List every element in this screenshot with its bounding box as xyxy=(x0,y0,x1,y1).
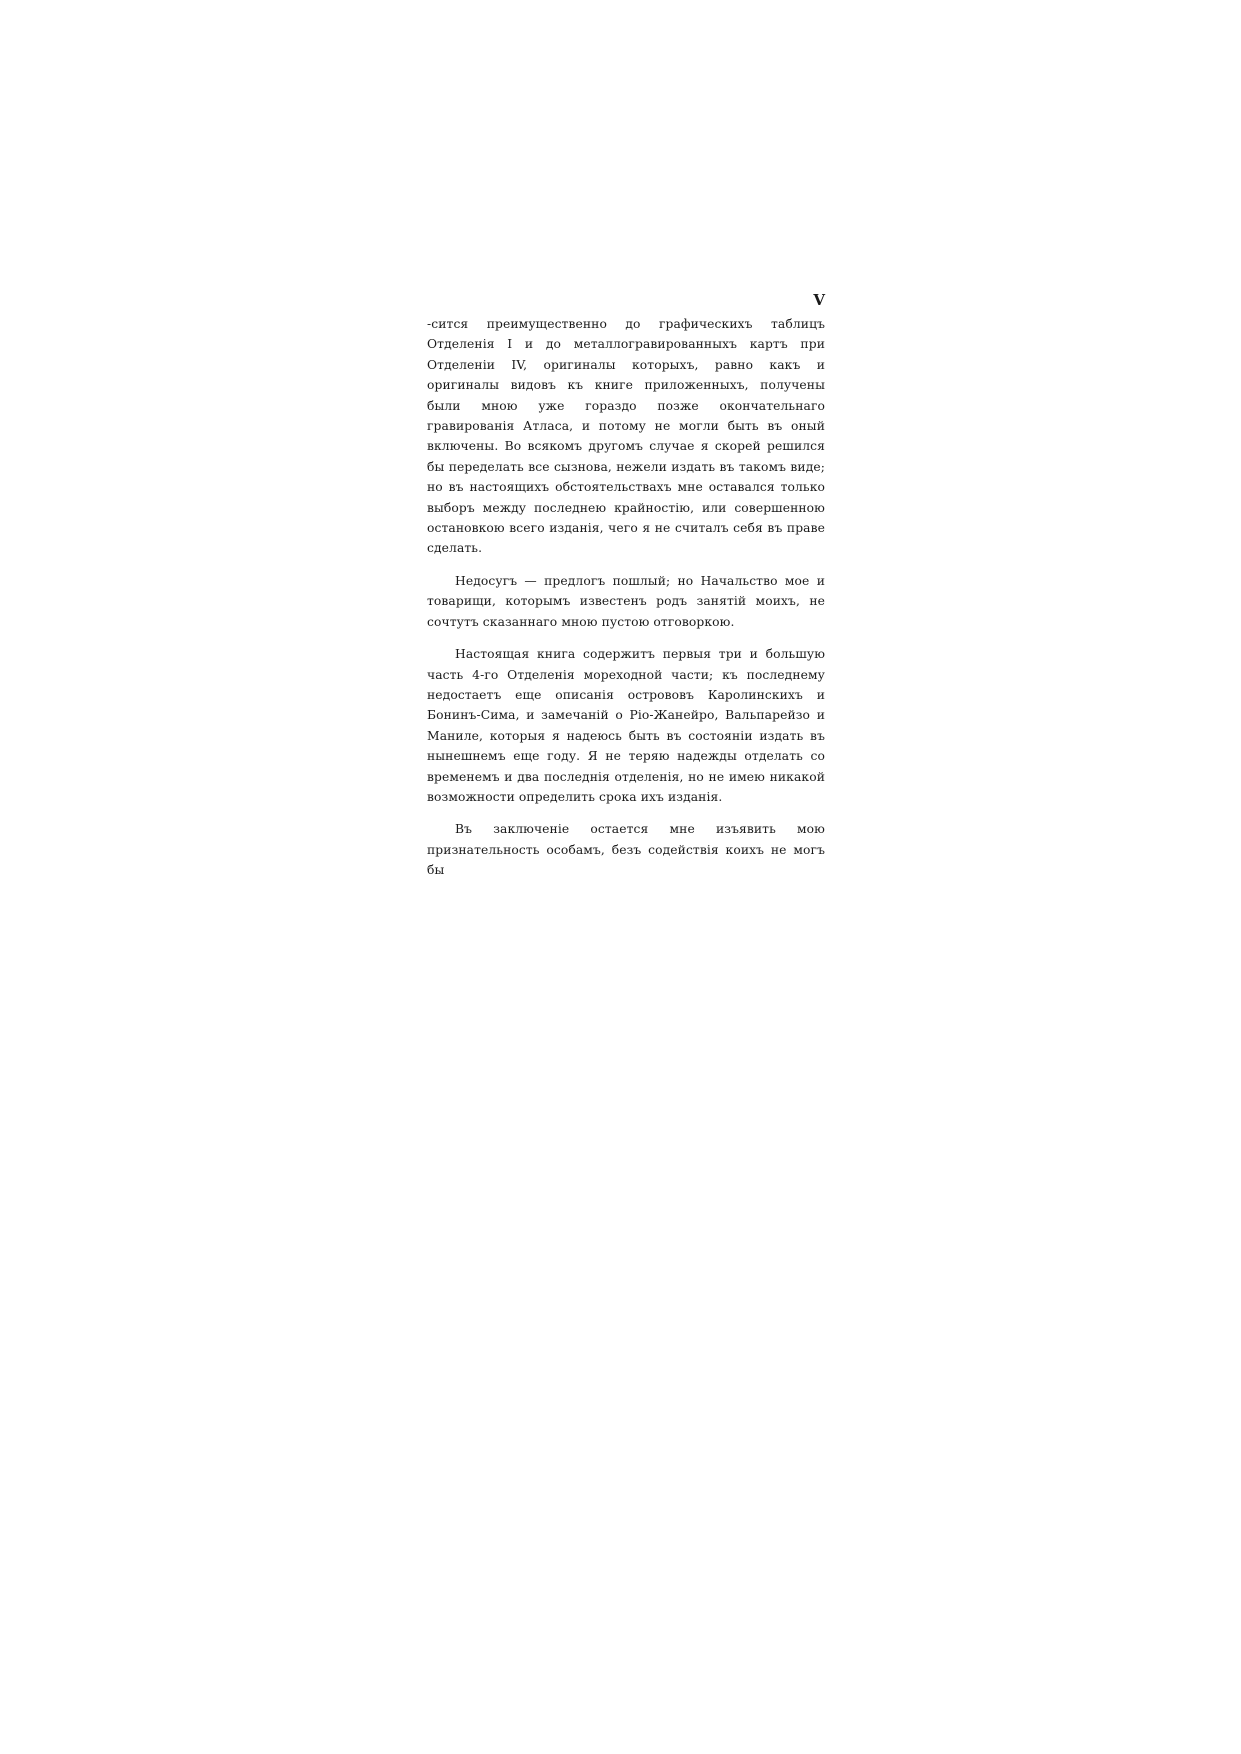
text-block xyxy=(427,314,825,893)
paragraph: Настоящая книга содержитъ первыя три и большую часть 4-го Отделенія мореходной части; къ последнему недостаетъ еще описанія острововъ Каролинскихъ и Бонинъ-Сима, и замечаній о Ріо-Жанейро, Вальпарейзо и Маниле, которыя я надеюсь быть въ состояніи издать въ нынешнемъ еще году. Я не теряю надежды отделать со временемъ и два последнія отделенія, но не имею никакой возможности определить срока ихъ изданія. xyxy=(427,647,825,804)
paragraph-continued: -сится преимущественно до графическихъ таблицъ Отделенія I и до металлогравированныхъ картъ при Отделеніи IV, оригиналы которыхъ, равно какъ и оригиналы видовъ къ книге приложенныхъ, получены были мною уже гораздо позже окончательнаго гравированія Атласа, и потому не могли быть въ оный включены. Во всякомъ другомъ случае я скорей решился бы переделать все сызнова, нежели издать въ такомъ виде; но въ настоящихъ обстоятельствахъ мне оставался только выборъ между последнею крайностію, или совершенною остановкою всего изданія, чего я не считалъ себя въ праве сделать. xyxy=(427,317,825,556)
page-number: V xyxy=(813,291,825,309)
paragraph: Въ заключеніе остается мне изъявить мою признательность особамъ, безъ содействія коихъ не могъ бы xyxy=(427,822,825,878)
paragraph: Недосугъ — предлогъ пошлый; но Начальство мое и товарищи, которымъ известенъ родъ занятій моихъ, не сочтутъ сказаннаго мною пустою отговоркою. xyxy=(427,573,825,629)
